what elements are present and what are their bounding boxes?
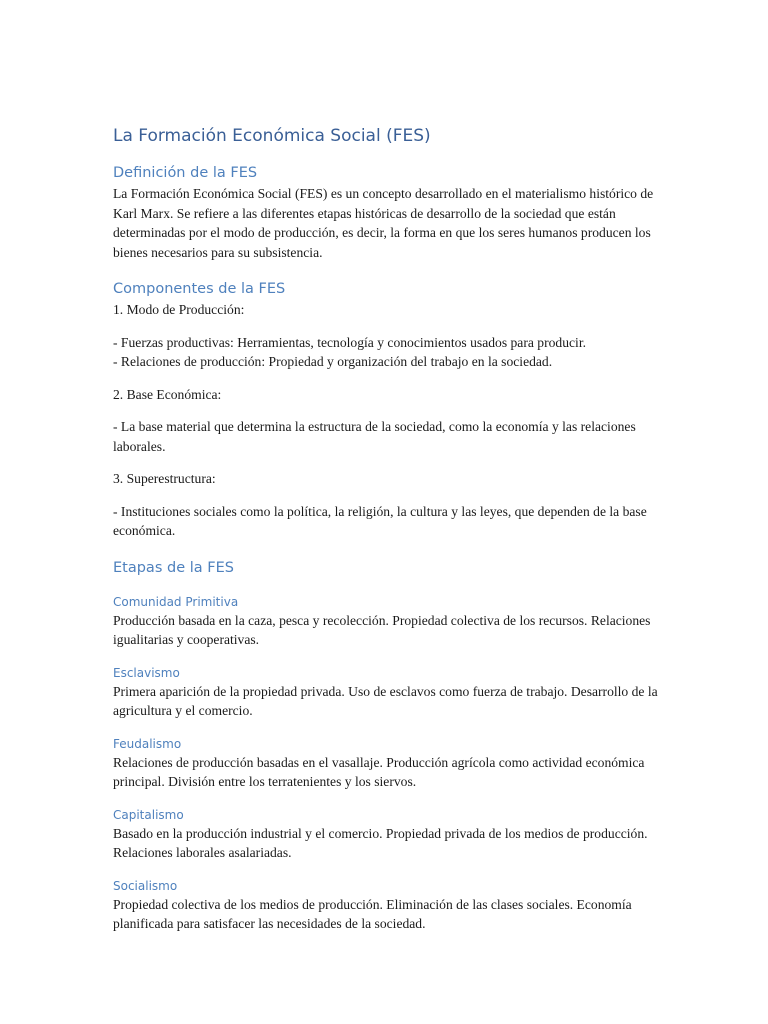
document-title: La Formación Económica Social (FES) [113,126,431,146]
section-heading-components: Componentes de la FES [113,281,286,297]
stage-title: Feudalismo [113,736,182,751]
document-page [113,124,658,934]
section-heading-stages: Etapas de la FES [113,559,234,576]
definition-paragraph: La Formación Económica Social (FES) es un concepto desarrollado en el materialismo histórico de Karl Marx. Se refiere a las diferentes etapas históricas de desarrollo de la sociedad que están determinadas por el modo de producción, es decir, la forma en que los seres humanos producen los bienes necesarios para su subsistencia. [113,186,654,260]
section-heading-definition: Definición de la FES [113,165,258,181]
stage-title: Comunidad Primitiva [113,594,239,609]
stage-description: Propiedad colectiva de los medios de producción. Eliminación de las clases sociales. Economía planificada para satisfacer las necesidades de la sociedad. [113,896,632,931]
component-3-title: 3. Superestructura: [113,471,216,486]
stage-title: Esclavismo [113,665,180,680]
stage-description: Producción basada en la caza, pesca y recolección. Propiedad colectiva de los recursos. Relaciones igualitarias y cooperativas. [113,612,651,647]
component-3-bullet-1: - Instituciones sociales como la política, la religión, la cultura y las leyes, que dependen de la base económica. [113,503,647,538]
stage-description: Basado en la producción industrial y el comercio. Propiedad privada de los medios de producción. Relaciones laborales asalariadas. [113,825,648,860]
stage-title: Socialismo [113,878,178,893]
component-1-bullet-2: - Relaciones de producción: Propiedad y organización del trabajo en la sociedad. [113,354,553,369]
stage-title: Capitalismo [113,807,184,822]
stage-description: Primera aparición de la propiedad privada. Uso de esclavos como fuerza de trabajo. Desarrollo de la agricultura y el comercio. [113,683,658,718]
stage-description: Relaciones de producción basadas en el vasallaje. Producción agrícola como actividad económica principal. División entre los terratenientes y los siervos. [113,754,645,789]
component-2-title: 2. Base Económica: [113,386,222,402]
component-1-title: 1. Modo de Producción: [113,302,245,317]
component-1-bullet-1: - Fuerzas productivas: Herramientas, tecnología y conocimientos usados para producir. [113,334,586,350]
component-2-bullet-1: - La base material que determina la estructura de la sociedad, como la economía y las relaciones laborales. [113,419,636,454]
